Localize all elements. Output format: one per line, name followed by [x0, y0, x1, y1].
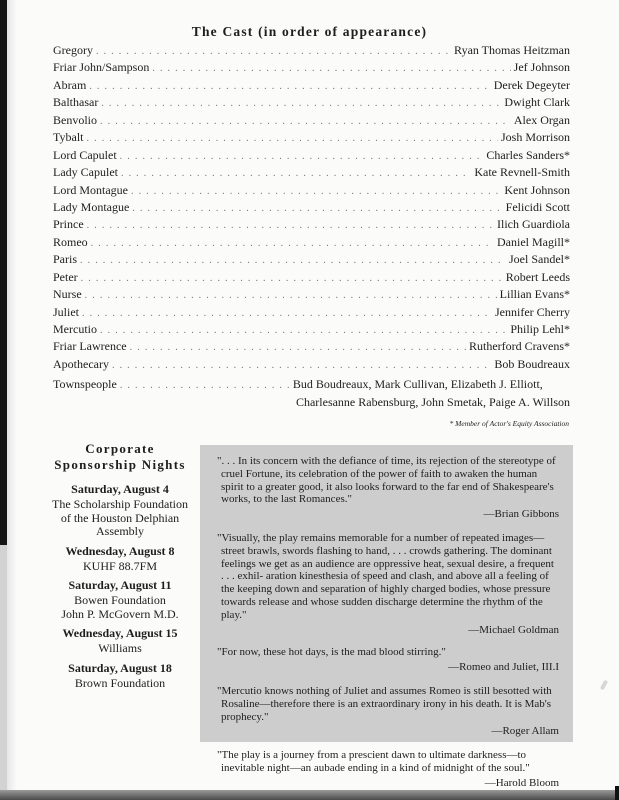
- cast-row: [53, 129, 570, 146]
- dot-leader: [81, 270, 503, 286]
- cast-actor: Dwight Clark: [504, 95, 570, 110]
- night-date: Wednesday, August 15: [62, 626, 178, 640]
- cast-row: [53, 286, 570, 303]
- cast-actor: Ilich Guardiola: [497, 217, 570, 232]
- cast-actor: Charles Sanders*: [486, 147, 570, 162]
- cast-role: Benvolio: [53, 112, 97, 127]
- cast-row: [53, 147, 570, 164]
- cast-row: [53, 42, 570, 59]
- sponsorship-night: [20, 578, 220, 621]
- quote-attribution: —Brian Gibbons: [483, 508, 559, 521]
- dot-leader: [131, 183, 501, 199]
- cast-row: [53, 234, 570, 251]
- cast-actor: Bob Boudreaux: [494, 356, 570, 371]
- dot-leader: [96, 43, 451, 59]
- quote-attribution: —Michael Goldman: [468, 623, 559, 636]
- cast-row: [53, 321, 570, 338]
- cast-role: Gregory: [53, 43, 93, 57]
- cast-title: The Cast (in order of appearance): [191, 24, 428, 39]
- sponsorship-title-line-2: Sponsorship Nights: [54, 457, 186, 472]
- dot-leader: [82, 305, 492, 321]
- night-sponsor: Assembly: [96, 524, 144, 538]
- cast-role: Apothecary: [53, 356, 109, 371]
- cast-row: [53, 251, 570, 268]
- cast-role: Romeo: [53, 234, 88, 249]
- quote-text: "The play is a journey from a prescient dawn to ultimate darkness—to inevitable night—an aubade ending in a kind of midnight of the soul.": [217, 749, 530, 774]
- cast-actor: Kate Revnell-Smith: [474, 165, 570, 180]
- cast-role: Friar John/Sampson: [53, 60, 150, 75]
- cast-row: [53, 77, 570, 94]
- dot-leader: [130, 339, 466, 355]
- night-sponsor: The Scholarship Foundation: [52, 497, 188, 511]
- scan-edge-left-lower: [0, 545, 7, 790]
- quote: [217, 455, 559, 521]
- quote: [217, 646, 559, 674]
- cast-list: [53, 42, 570, 373]
- sponsorship-nights: [20, 441, 220, 695]
- cast-role: Tybalt: [53, 130, 84, 145]
- night-sponsor: Brown Foundation: [74, 675, 166, 690]
- dot-leader: [112, 357, 491, 373]
- cast-role: Juliet: [53, 304, 79, 319]
- quote: [217, 685, 559, 738]
- dot-leader: [100, 322, 507, 338]
- quote-attribution: —Romeo and Juliet, III.I: [448, 661, 559, 674]
- night-date: Saturday, August 18: [68, 660, 172, 675]
- cast-row: [53, 182, 570, 199]
- dot-leader: [120, 377, 290, 394]
- quote-text: "For now, these hot days, is the mad blood stirring.": [217, 646, 446, 659]
- cast-role: Peter: [53, 269, 78, 284]
- quote-attribution: —Harold Bloom: [484, 776, 559, 789]
- sponsorship-title-line-1: Corporate: [85, 441, 155, 456]
- dot-leader: [101, 95, 501, 111]
- quote: [217, 749, 559, 789]
- dot-leader: [85, 287, 497, 303]
- night-date: Wednesday, August 8: [65, 543, 175, 558]
- sponsorship-night: [20, 544, 220, 574]
- cast-row: [53, 94, 570, 111]
- cast-actor: Rutherford Cravens*: [469, 339, 570, 354]
- scan-edge-bottom: [0, 790, 619, 800]
- cast-row: [53, 164, 570, 181]
- scan-smudge: [600, 680, 608, 691]
- cast-row: [53, 338, 570, 355]
- dot-leader: [152, 60, 510, 76]
- cast-actor: Daniel Magill*: [497, 234, 570, 249]
- cast-actor: Kent Johnson: [504, 182, 570, 197]
- townspeople-role: Townspeople: [53, 377, 117, 391]
- dot-leader: [89, 78, 490, 94]
- quote-text: "Visually, the play remains memorable for a number of repeated images—street brawls, swords flashing to hand, . . . crowds gathering. The dominant feelings we get as an audience are oppressive heat, sexual desire, a frequent . . . exhil- aration kinesthesia of speed and clash, and above all a feeling of the keeping down and separation of highly charged bodies, whose pressure towards release and whose sudden discharge determine the rhythm of the play.": [217, 531, 554, 621]
- dot-leader: [121, 165, 471, 181]
- cast-actor: Philip Lehl*: [510, 322, 570, 336]
- cast-role: Lady Montague: [53, 199, 130, 214]
- night-sponsor: KUHF 88.7FM: [82, 558, 157, 573]
- cast-row: [53, 199, 570, 216]
- sponsorship-night: [20, 661, 220, 691]
- night-sponsor: of the Houston Delphian: [60, 510, 180, 525]
- night-date: Saturday, August 11: [68, 578, 172, 592]
- cast-actor: Jef Johnson: [513, 60, 570, 75]
- cast-role: Nurse: [53, 287, 82, 302]
- cast-row: [53, 59, 570, 76]
- cast-row: [53, 269, 570, 286]
- cast-row: [53, 304, 570, 321]
- quote-attribution: —Roger Allam: [491, 725, 559, 738]
- dot-leader: [80, 252, 506, 268]
- townspeople-names-line-1: Bud Boudreaux, Mark Cullivan, Elizabeth J. Elliott,: [292, 377, 543, 391]
- cast-role: Abram: [53, 77, 87, 92]
- cast-row: [53, 216, 570, 233]
- cast-role: Lady Capulet: [53, 165, 118, 180]
- equity-footnote: * Member of Actor's Equity Association: [449, 419, 569, 428]
- cast-row: [53, 112, 570, 129]
- cast-role: Lord Capulet: [53, 147, 117, 162]
- cast-role: Lord Montague: [53, 182, 128, 197]
- cast-role: Paris: [53, 252, 77, 267]
- dot-leader: [87, 217, 494, 233]
- cast-role: Mercutio: [53, 322, 97, 336]
- quotes-box: [200, 445, 573, 789]
- cast-role: Balthasar: [53, 95, 99, 110]
- dot-leader: [100, 113, 511, 129]
- dot-leader: [91, 235, 494, 251]
- night-sponsor: Bowen Foundation: [74, 593, 166, 607]
- cast-actor: Jennifer Cherry: [495, 304, 570, 319]
- cast-actor: Robert Leeds: [505, 269, 570, 284]
- night-sponsor: John P. McGovern M.D.: [61, 606, 179, 621]
- cast-actor: Josh Morrison: [500, 130, 570, 145]
- cast-actor: Joel Sandel*: [509, 252, 570, 267]
- cast-actor: Ryan Thomas Heitzman: [454, 43, 570, 57]
- cast-row: [53, 356, 570, 373]
- cast-role: Prince: [53, 217, 84, 232]
- cast-actor: Felicidi Scott: [505, 199, 570, 214]
- scan-shadow-left: [7, 0, 17, 790]
- sponsorship-night: [20, 482, 220, 539]
- scan-corner-mark: [615, 786, 619, 800]
- quote-text: "Mercutio knows nothing of Juliet and assumes Romeo is still besotted with Rosaline—therefore there is an extraordinary irony in his death. It is Mab's prophecy.": [217, 684, 552, 723]
- townspeople-entry: [53, 376, 570, 411]
- cast-actor: Alex Organ: [513, 112, 570, 127]
- night-date: Saturday, August 4: [71, 482, 169, 496]
- sponsorship-night: [20, 626, 220, 656]
- townspeople-names-line-2: Charlesanne Rabensburg, John Smetak, Paige A. Willson: [295, 395, 570, 409]
- cast-actor: Lillian Evans*: [499, 287, 570, 302]
- dot-leader: [87, 130, 498, 146]
- cast-actor: Derek Degeyter: [493, 77, 570, 92]
- night-sponsor: Williams: [98, 641, 142, 655]
- scan-edge-left: [0, 0, 7, 545]
- quote-text: ". . . In its concern with the defiance of time, its rejection of the stereotype of cruel Fortune, its celebration of the power of faith to awaken the human spirit to a greater good, it also looks forward to the far end of Shakespeare's works, to the last Romances.": [217, 455, 556, 506]
- quote: [217, 532, 559, 636]
- dot-leader: [132, 200, 502, 216]
- dot-leader: [120, 148, 484, 164]
- cast-role: Friar Lawrence: [53, 339, 127, 354]
